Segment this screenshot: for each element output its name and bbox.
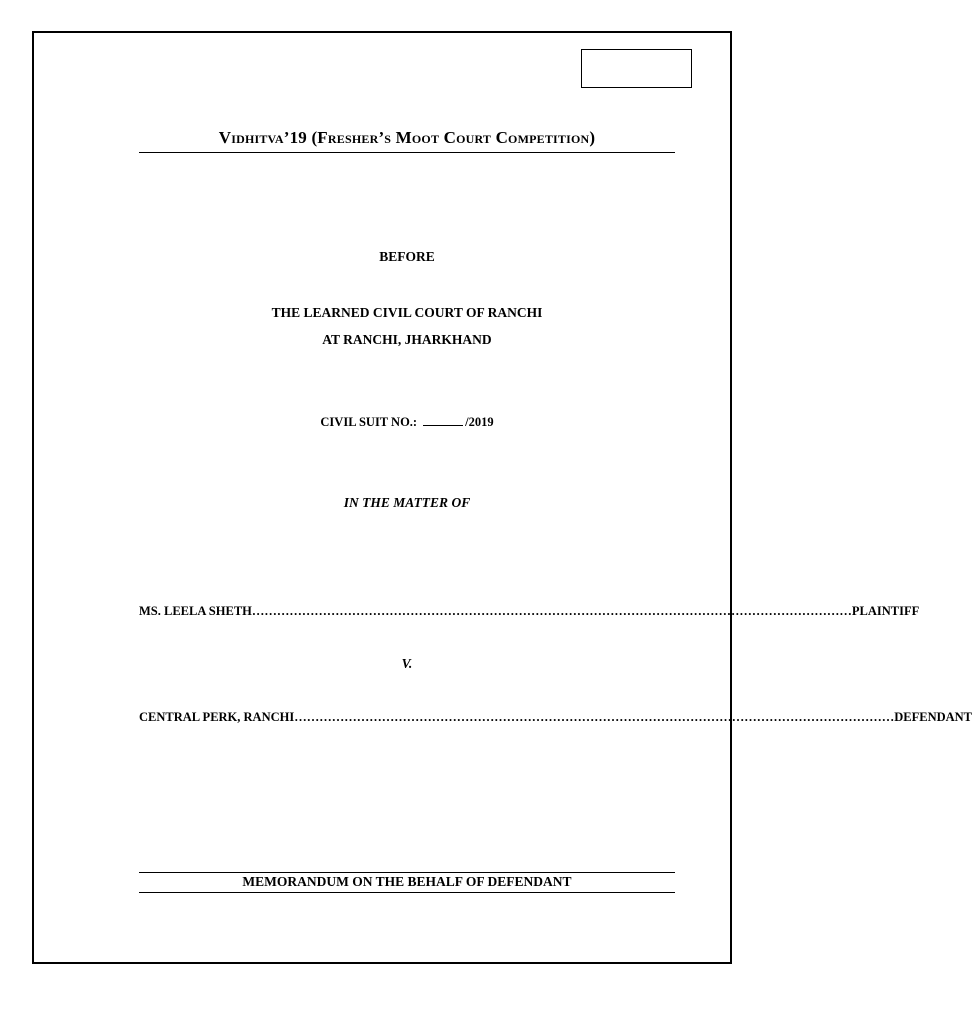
versus: V. — [401, 656, 413, 671]
competition-title: Vidhitva’19 (Fresher’s Moot Court Competition) — [218, 128, 596, 147]
leader-dots: ……………………………………………………………………………………………………………………………… — [294, 710, 895, 724]
leader-dots: ……………………………………………………………………………………………………………………………… — [251, 604, 852, 618]
suit-label: CIVIL SUIT NO.: — [320, 415, 418, 429]
memorandum-top-rule — [139, 872, 675, 873]
memorandum-bottom-rule — [139, 892, 675, 893]
court-name: THE LEARNED CIVIL COURT OF RANCHI — [271, 305, 543, 320]
court-location: AT RANCHI, JHARKHAND — [322, 332, 492, 347]
plaintiff-line — [139, 604, 920, 619]
defendant-name: CENTRAL PERK, RANCHI — [139, 710, 295, 724]
in-the-matter-of: IN THE MATTER OF — [343, 495, 471, 510]
plaintiff-role: PLAINTIFF — [851, 604, 920, 618]
memorandum-title: MEMORANDUM ON THE BEHALF OF DEFENDANT — [242, 874, 572, 889]
civil-suit-number — [139, 415, 675, 430]
defendant-role: DEFENDANT — [894, 710, 972, 724]
before-heading: BEFORE — [379, 249, 435, 264]
suit-year: /2019 — [465, 415, 494, 429]
plaintiff-name: MS. LEELA SHETH — [139, 604, 252, 618]
defendant-line — [139, 710, 972, 725]
team-code-box — [581, 49, 692, 88]
title-underline — [139, 152, 675, 153]
suit-number-blank — [423, 415, 463, 426]
